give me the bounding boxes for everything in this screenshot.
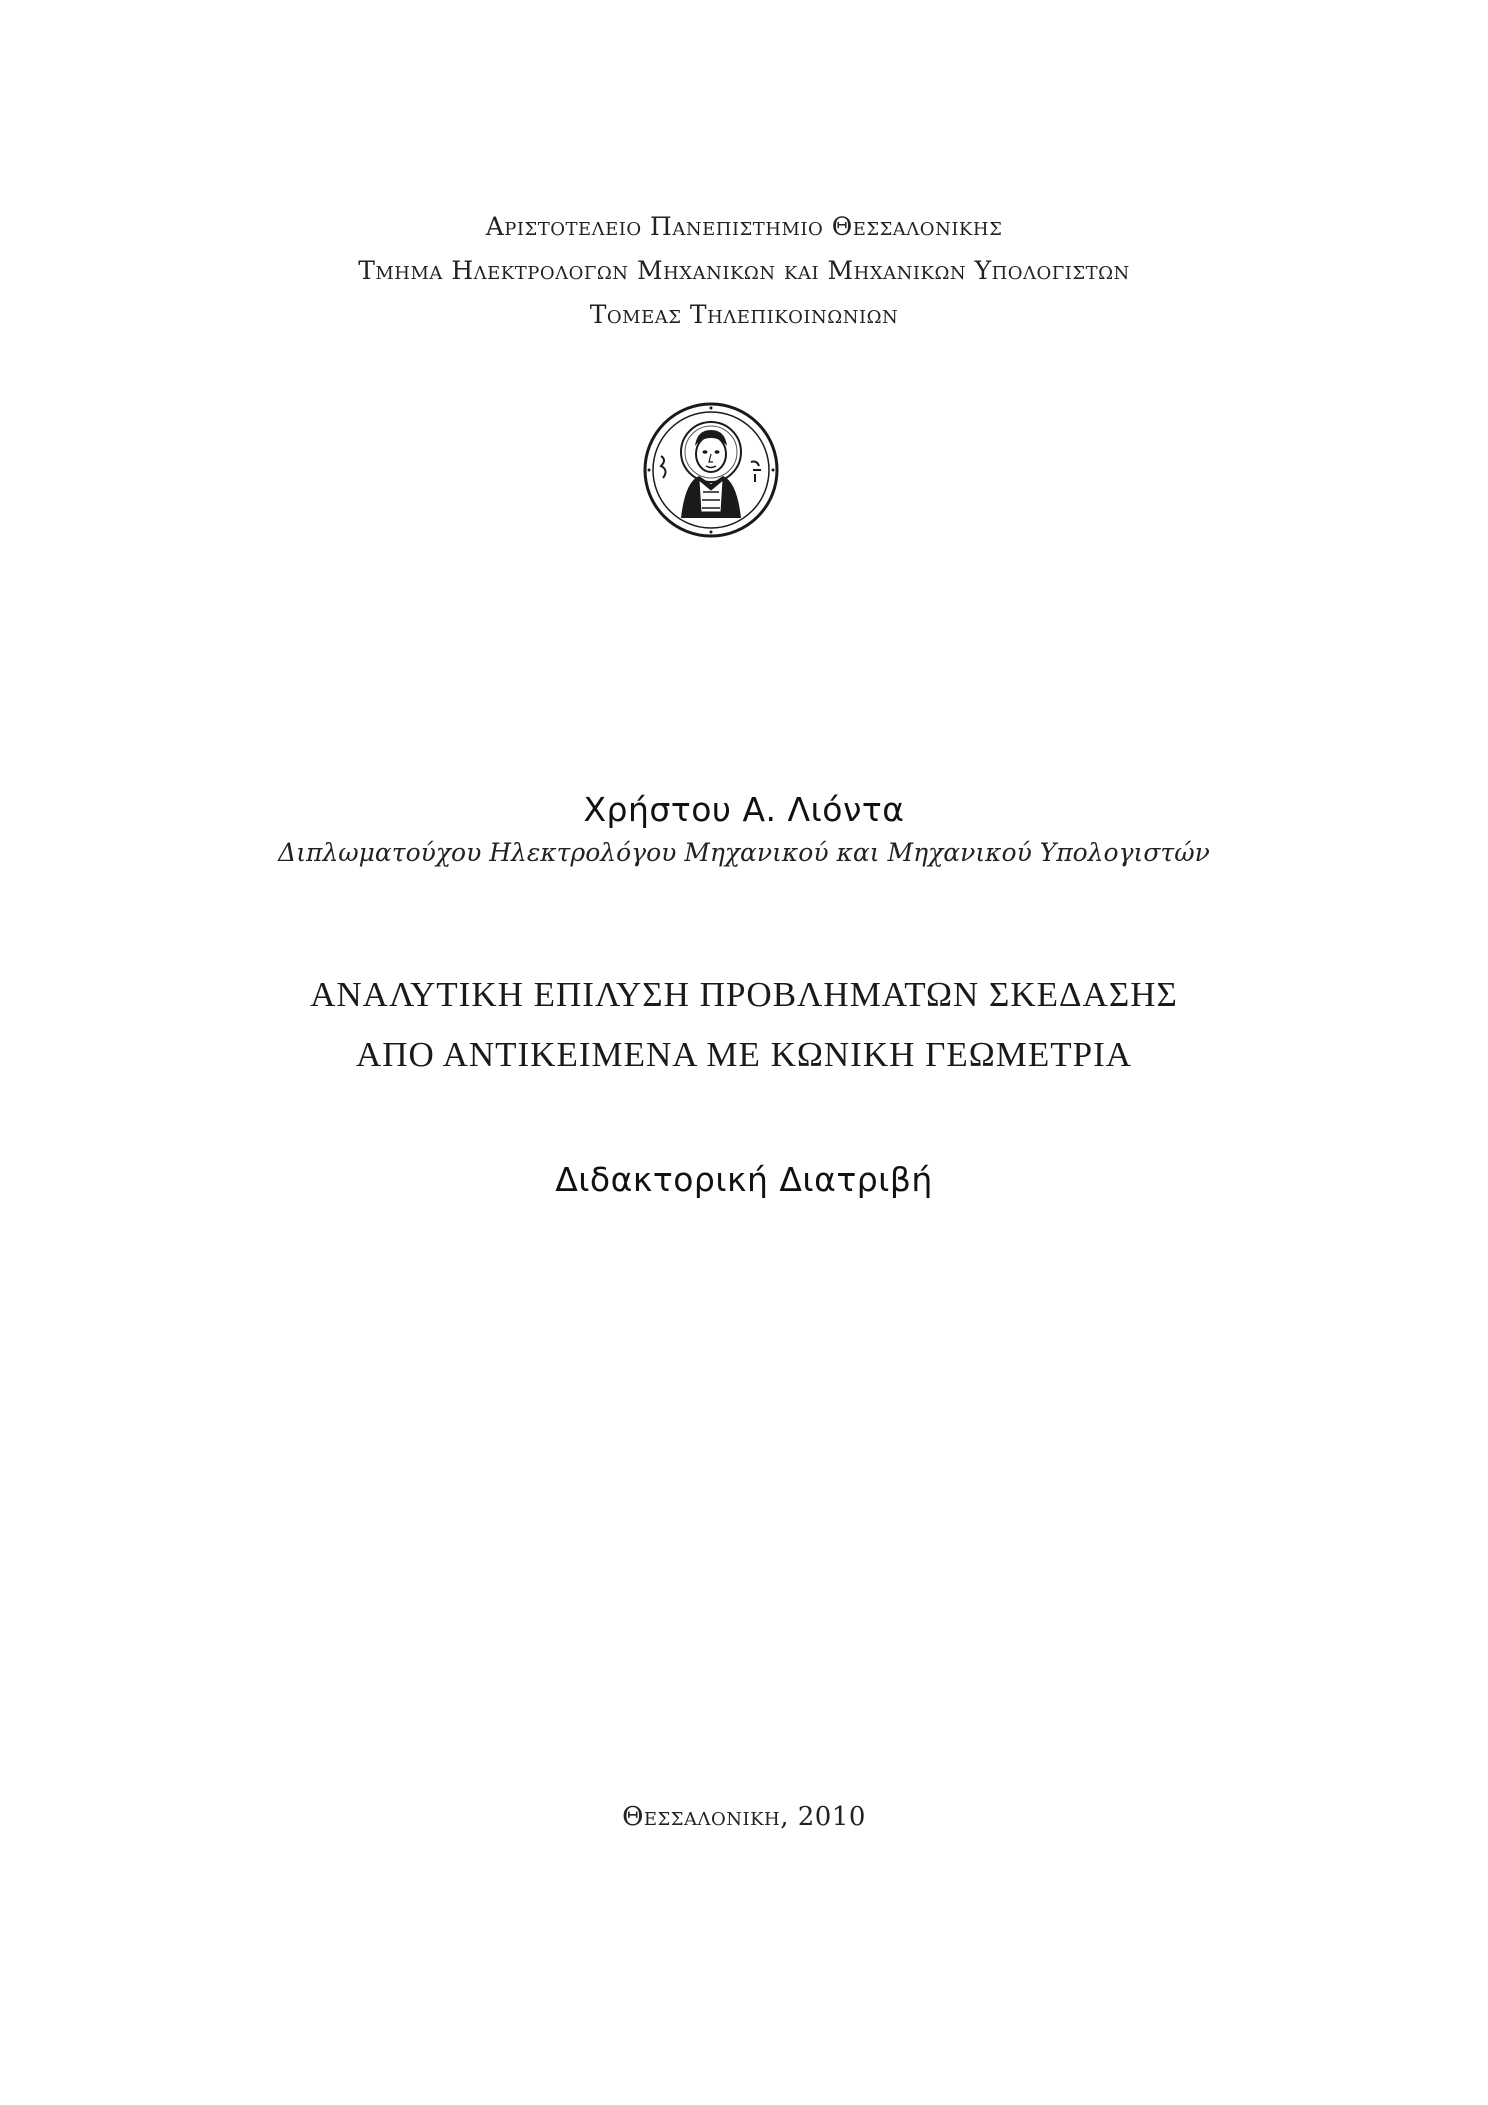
author-degree: Διπλωματούχου Ηλεκτρολόγου Μηχανικού και Μηχανικού Υπολογιστών bbox=[278, 838, 1210, 867]
title-line-2: ΑΠΟ ΑΝΤΙΚΕΙΜΕΝΑ ΜΕ ΚΩΝΙΚΗ ΓΕΩΜΕΤΡΙΑ bbox=[355, 1035, 1133, 1074]
author-block bbox=[0, 787, 1488, 873]
department-name: Τμημα Ηλεκτρολογων Μηχανικων και Μηχανικων Υπολογιστων bbox=[358, 256, 1130, 285]
institution-header bbox=[0, 205, 1488, 337]
title-line-1: ΑΝΑΛΥΤΙΚΗ ΕΠΙΛΥΣΗ ΠΡΟΒΛΗΜΑΤΩΝ ΣΚΕΔΑΣΗΣ bbox=[310, 975, 1178, 1014]
sector-name: Τομεας Τηλεπικοινωνιων bbox=[589, 300, 899, 329]
author-name: Χρήστου Α. Λιόντα bbox=[583, 790, 905, 829]
university-name: Αριστοτελειο Πανεπιστημιο Θεσσαλονικης bbox=[485, 212, 1003, 241]
thesis-title bbox=[0, 965, 1488, 1085]
place-year: Θεσσαλονικη, 2010 bbox=[622, 1802, 866, 1832]
thesis-type: Διδακτορική Διατριβή bbox=[555, 1160, 933, 1199]
university-seal-icon bbox=[641, 400, 781, 540]
